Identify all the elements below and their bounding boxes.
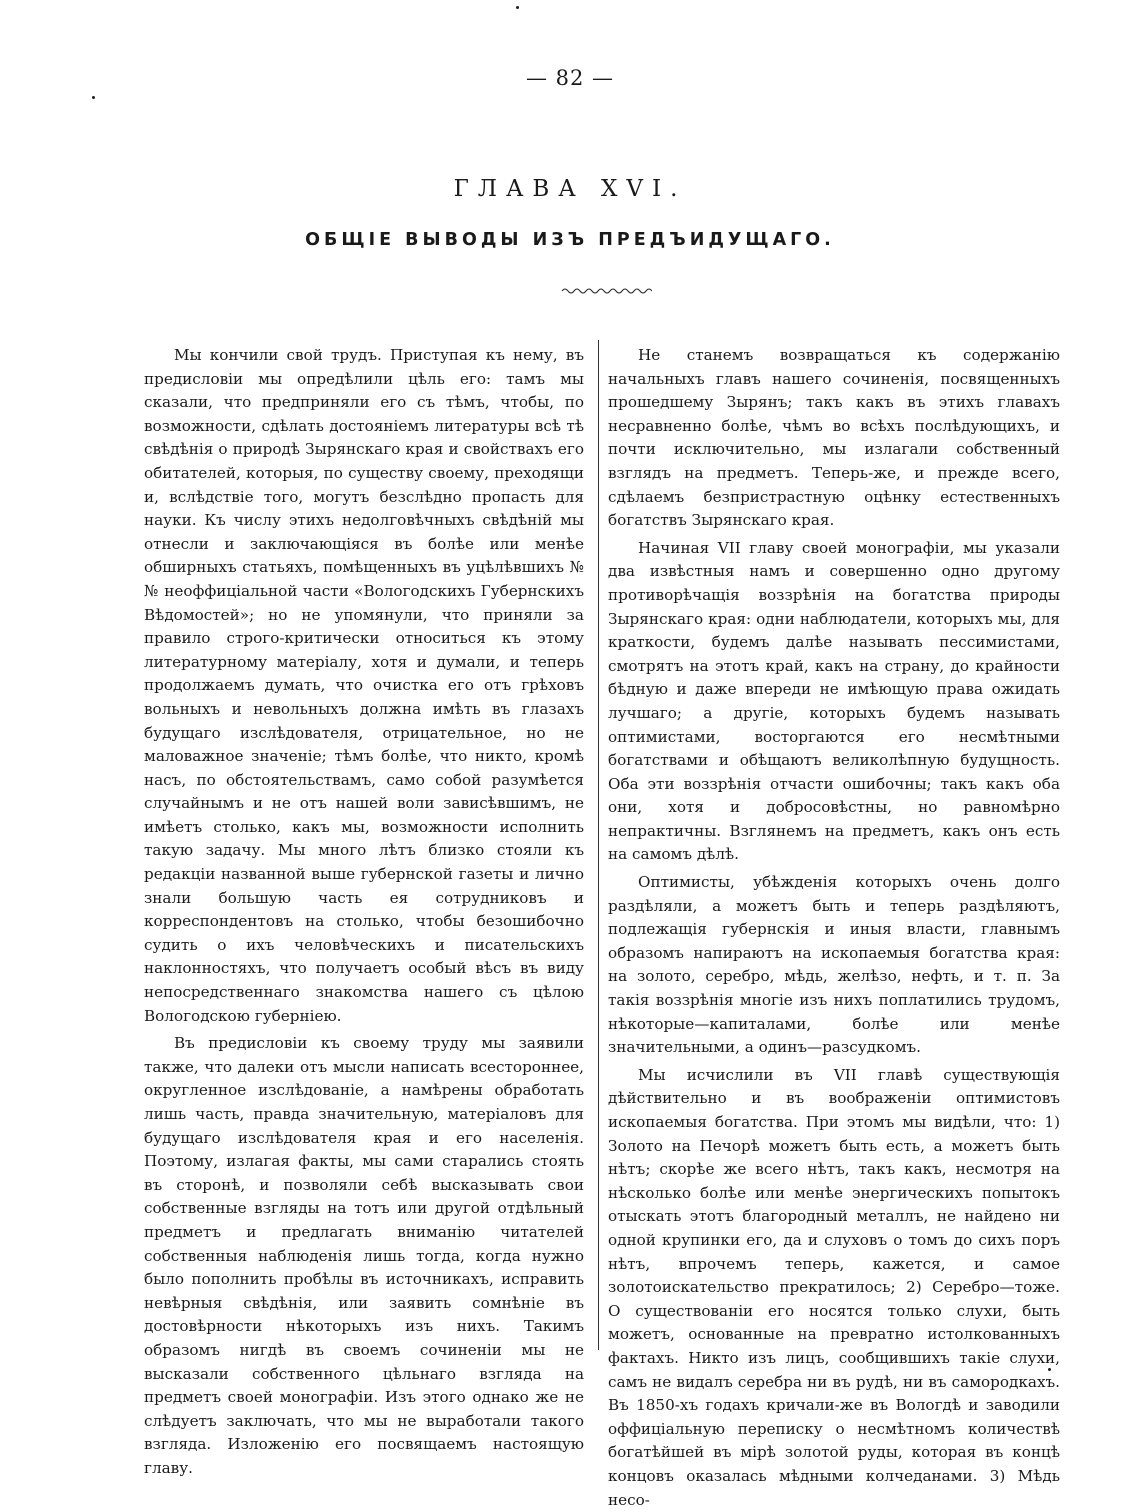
paragraph: Мы исчислили въ VII главѣ существующія дѣйствительно и въ воображеніи оптимистовъ ископаемыя богатства. При этомъ мы видѣли, что: 1) Золото на Печорѣ можетъ быть есть, а можетъ быть нѣтъ; скорѣе же всего нѣтъ, такъ какъ, несмотря на нѣсколько болѣе или менѣе энергическихъ попытокъ отыскать этотъ благородный металлъ, не найдено ни одной крупинки его, да и слуховъ о томъ до сихъ поръ нѣтъ, впрочемъ теперь, кажется, и самое золотоискательство прекратилось; 2) Серебро—тоже. О существованіи его носятся только слухи, быть можетъ, основанные на превратно истолкованныхъ фактахъ. Никто изъ лицъ, сообщившихъ такіе слухи, самъ не видалъ серебра ни въ рудѣ, ни въ самородкахъ. Въ 1850-хъ годахъ кричали-же въ Вологдѣ и заводили оффиціальную переписку о несмѣтномъ количествѣ богатѣйшей въ мірѣ золотой руды, которая въ концѣ концовъ оказалась мѣдными колчеданами. 3) Мѣдь несо-: [608, 1065, 1060, 1509]
print-speck: [1048, 1368, 1051, 1371]
print-speck: [92, 96, 95, 99]
column-divider: [598, 340, 599, 1350]
paragraph: Въ предисловіи къ своему труду мы заявили также, что далеки отъ мысли написать всестороннее, округленное изслѣдованіе, а намѣрены обработать лишь часть, правда значительную, матеріаловъ для будущаго изслѣдователя края и его населенія. Поэтому, излагая факты, мы сами старались стоять въ сторонѣ, и позволяли себѣ высказывать свои собственные взгляды на тотъ или другой отдѣльный предметъ и предлагать вниманію читателей собственныя наблюденія лишь тогда, когда нужно было пополнить пробѣлы въ источникахъ, исправить невѣрныя свѣдѣнія, или заявить сомнѣніе въ достовѣрности нѣкоторыхъ изъ нихъ. Такимъ образомъ нигдѣ въ своемъ сочиненіи мы не высказали собственного цѣльнаго взгляда на предметъ своей монографіи. Изъ этого однако же не слѣдуетъ заключать, что мы не выработали такого взгляда. Изложенію его посвящаемъ настоящую главу.: [144, 1034, 584, 1477]
page-number: — 82 —: [525, 66, 615, 90]
paragraph: Оптимисты, убѣжденія которыхъ очень долго раздѣляли, а можетъ быть и теперь раздѣляютъ, подлежащія губернскія и иныя власти, главнымъ образомъ напираютъ на ископаемыя богатства края: на золото, серебро, мѣдь, желѣзо, нефть, и т. п. За такія воззрѣнія многіе изъ нихъ поплатились трудомъ, нѣкоторые—капиталами, болѣе или менѣе значительными, а одинъ—разсудкомъ.: [608, 873, 1060, 1057]
chapter-title: ОБЩІЕ ВЫВОДЫ ИЗЪ ПРЕДЪИДУЩАГО.: [305, 230, 835, 250]
paragraph: Начиная VII главу своей монографіи, мы указали два извѣстныя намъ и совершенно одно другому противорѣчащія воззрѣнія на богатства природы Зырянскаго края: одни наблюдатели, которыхъ мы, для краткости, будемъ далѣе называть пессимистами, смотрятъ на этотъ край, какъ на страну, до крайности бѣдную и даже впереди не имѣющую права ожидать лучшаго; а другіе, которыхъ будемъ называть оптимистами, восторгаются его несмѣтными богатствами и обѣщаютъ великолѣпную будущность. Оба эти воззрѣнія отчасти ошибочны; такъ какъ оба они, хотя и добросовѣстны, но равномѣрно непрактичны. Взглянемъ на предметъ, какъ онъ есть на самомъ дѣлѣ.: [608, 538, 1060, 864]
chapter-heading: ГЛАВА XVI.: [453, 176, 687, 202]
paragraph: Не станемъ возвращаться къ содержанію начальныхъ главъ нашего сочиненія, посвященныхъ прошедшему Зырянъ; такъ какъ въ этихъ главахъ несравненно болѣе, чѣмъ во всѣхъ послѣдующихъ, и почти исключительно, мы излагали собственный взглядъ на предметъ. Теперь-же, и прежде всего, сдѣлаемъ безпристрастную оцѣнку естественныхъ богатствъ Зырянскаго края.: [608, 346, 1060, 530]
paragraph: Мы кончили свой трудъ. Приступая къ нему, въ предисловіи мы опредѣлили цѣль его: тамъ мы сказали, что предприняли его съ тѣмъ, чтобы, по возможности, сдѣлать достояніемъ литературы всѣ тѣ свѣдѣнія о природѣ Зырянскаго края и свойствахъ его обитателей, которыя, по существу своему, преходящи и, вслѣдствіе того, могутъ безслѣдно пропасть для науки. Къ числу этихъ недолговѣчныхъ свѣдѣній мы отнесли и заключающіяся въ болѣе или менѣе обширныхъ статьяхъ, помѣщенныхъ въ уцѣлѣвшихъ №№ неоффиціальной части «Вологодскихъ Губернскихъ Вѣдомостей»; но не упомянули, что приняли за правило строго-критически относиться къ этому литературному матеріалу, хотя и думали, и теперь продолжаемъ думать, что очистка его отъ грѣховъ вольныхъ и невольныхъ должна имѣть въ глазахъ будущаго изслѣдователя, отрицательное, но не маловажное значеніе; тѣмъ болѣе, что никто, кромѣ насъ, по обстоятельствамъ, само собой разумѣется случайнымъ и не отъ нашей воли зависѣвшимъ, не имѣетъ столько, какъ мы, возможности исполнить такую задачу. Мы много лѣтъ близко стояли къ редакціи названной выше губернской газеты и лично знали большую часть ея сотрудниковъ и корреспондентовъ на столько, чтобы безошибочно судить о ихъ человѣческихъ и писательскихъ наклонностяхъ, что получаетъ особый вѣсъ въ виду непосредственнаго знакомства нашего съ цѣлою Вологодскою губерніею.: [144, 346, 584, 1025]
left-column: [144, 344, 584, 1481]
wavy-divider: [560, 286, 652, 296]
print-speck: [516, 6, 519, 9]
right-column: [608, 344, 1060, 1512]
